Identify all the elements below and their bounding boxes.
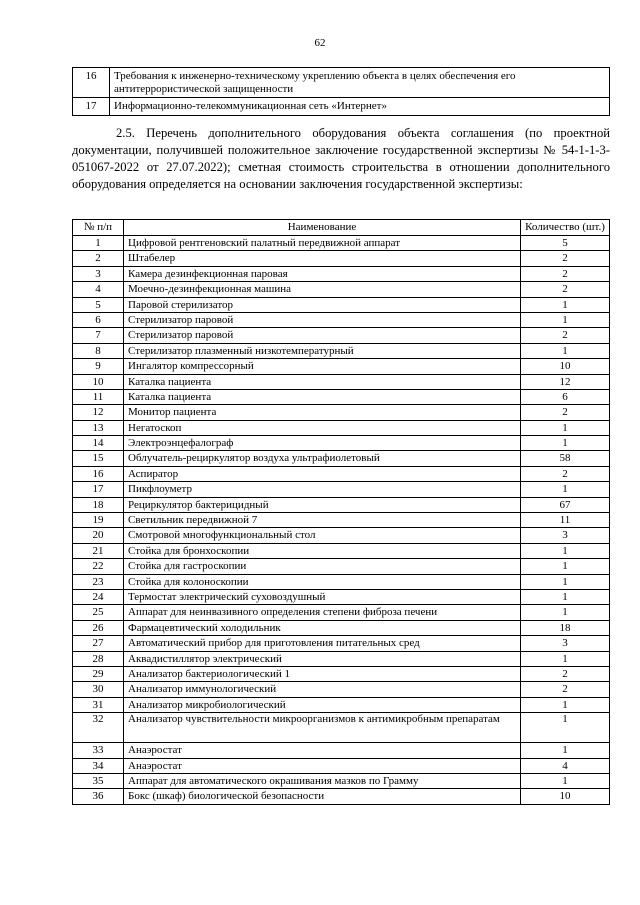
row-name: Аппарат для неинвазивного определения степени фиброза печени <box>124 605 521 620</box>
table-row <box>73 497 610 512</box>
table-row <box>73 405 610 420</box>
row-name: Каталка пациента <box>124 374 521 389</box>
table-row <box>73 328 610 343</box>
row-name: Аквадистиллятор электрический <box>124 651 521 666</box>
row-number: 14 <box>73 436 124 451</box>
row-number: 31 <box>73 697 124 712</box>
row-number: 8 <box>73 343 124 358</box>
row-number: 2 <box>73 251 124 266</box>
table-row <box>73 543 610 558</box>
table-row <box>73 605 610 620</box>
row-quantity: 2 <box>521 466 610 481</box>
header-num: № п/п <box>73 220 124 236</box>
row-quantity: 10 <box>521 789 610 804</box>
row-quantity: 1 <box>521 559 610 574</box>
row-name: Штабелер <box>124 251 521 266</box>
row-quantity: 2 <box>521 666 610 681</box>
row-number: 28 <box>73 651 124 666</box>
row-name: Электроэнцефалограф <box>124 436 521 451</box>
table-row <box>73 697 610 712</box>
row-quantity: 2 <box>521 251 610 266</box>
row-name: Стерилизатор плазменный низкотемпературный <box>124 343 521 358</box>
row-quantity: 1 <box>521 482 610 497</box>
row-number: 27 <box>73 636 124 651</box>
row-number: 21 <box>73 543 124 558</box>
row-number: 26 <box>73 620 124 635</box>
row-number: 22 <box>73 559 124 574</box>
row-number: 19 <box>73 513 124 528</box>
row-number: 20 <box>73 528 124 543</box>
row-name: Анализатор иммунологический <box>124 682 521 697</box>
row-quantity: 67 <box>521 497 610 512</box>
table-row <box>73 343 610 358</box>
row-name: Стойка для колоноскопии <box>124 574 521 589</box>
row-quantity: 18 <box>521 620 610 635</box>
row-number: 3 <box>73 266 124 281</box>
table-row <box>73 513 610 528</box>
table-row <box>73 574 610 589</box>
row-number: 23 <box>73 574 124 589</box>
row-quantity: 1 <box>521 543 610 558</box>
table-row <box>73 713 610 743</box>
row-quantity: 1 <box>521 589 610 604</box>
row-name: Облучатель-рециркулятор воздуха ультрафиолетовый <box>124 451 521 466</box>
row-name: Бокс (шкаф) биологической безопасности <box>124 789 521 804</box>
table-row <box>73 436 610 451</box>
row-number: 4 <box>73 282 124 297</box>
table-row <box>73 651 610 666</box>
row-quantity: 2 <box>521 328 610 343</box>
header-qty: Количество (шт.) <box>521 220 610 236</box>
table-row <box>73 251 610 266</box>
table-row <box>73 758 610 773</box>
row-quantity: 1 <box>521 297 610 312</box>
row-text: Информационно-телекоммуникационная сеть «Интернет» <box>110 98 610 116</box>
row-name: Фармацевтический холодильник <box>124 620 521 635</box>
row-number: 25 <box>73 605 124 620</box>
row-quantity: 1 <box>521 605 610 620</box>
row-name: Светильник передвижной 7 <box>124 513 521 528</box>
row-name: Смотровой многофункциональный стол <box>124 528 521 543</box>
table-row <box>73 789 610 804</box>
row-quantity: 1 <box>521 743 610 758</box>
row-name: Автоматический прибор для приготовления питательных сред <box>124 636 521 651</box>
row-number: 5 <box>73 297 124 312</box>
row-name: Стойка для бронхоскопии <box>124 543 521 558</box>
row-name: Термостат электрический суховоздушный <box>124 589 521 604</box>
table-row <box>73 451 610 466</box>
row-quantity: 1 <box>521 574 610 589</box>
row-quantity: 1 <box>521 697 610 712</box>
row-name: Стерилизатор паровой <box>124 328 521 343</box>
row-number: 30 <box>73 682 124 697</box>
row-number: 36 <box>73 789 124 804</box>
page-number: 62 <box>314 37 326 49</box>
row-name: Аппарат для автоматического окрашивания мазков по Грамму <box>124 773 521 788</box>
paragraph-text: 2.5. Перечень дополнительного оборудования объекта соглашения (по проектной документации, получившей положительное заключение государственной экспертизы № 54-1-1-3-051067-2022 от 27.07.2022); сметная стоимость строительства в отношении дополнительного оборудования определяется на основании заключения государственной экспертизы: <box>72 126 610 191</box>
row-name: Анализатор микробиологический <box>124 697 521 712</box>
row-number: 34 <box>73 758 124 773</box>
row-name: Анаэростат <box>124 743 521 758</box>
row-name: Стерилизатор паровой <box>124 312 521 327</box>
row-quantity: 12 <box>521 374 610 389</box>
row-number: 29 <box>73 666 124 681</box>
row-quantity: 6 <box>521 389 610 404</box>
section-paragraph <box>72 125 610 193</box>
row-number: 13 <box>73 420 124 435</box>
table-row <box>73 528 610 543</box>
row-quantity: 1 <box>521 713 610 743</box>
row-number: 35 <box>73 773 124 788</box>
row-name: Каталка пациента <box>124 389 521 404</box>
row-number: 33 <box>73 743 124 758</box>
row-number: 17 <box>73 482 124 497</box>
table-row <box>73 98 610 116</box>
table-row <box>73 374 610 389</box>
row-number: 7 <box>73 328 124 343</box>
row-quantity: 58 <box>521 451 610 466</box>
row-name: Анаэростат <box>124 758 521 773</box>
row-text: Требования к инженерно-техническому укреплению объекта в целях обеспечения его антитеррористической защищенности <box>110 68 610 98</box>
row-number: 16 <box>73 68 110 98</box>
table-row <box>73 773 610 788</box>
row-name: Монитор пациента <box>124 405 521 420</box>
header-name: Наименование <box>124 220 521 236</box>
row-name: Моечно-дезинфекционная машина <box>124 282 521 297</box>
row-number: 1 <box>73 236 124 251</box>
row-name: Аспиратор <box>124 466 521 481</box>
table-row <box>73 682 610 697</box>
continued-table <box>72 67 610 116</box>
table-row <box>73 359 610 374</box>
table-row <box>73 482 610 497</box>
row-quantity: 3 <box>521 636 610 651</box>
row-quantity: 11 <box>521 513 610 528</box>
row-name: Рециркулятор бактерицидный <box>124 497 521 512</box>
table-row <box>73 297 610 312</box>
row-quantity: 1 <box>521 312 610 327</box>
equipment-table <box>72 219 610 805</box>
row-quantity: 1 <box>521 343 610 358</box>
row-quantity: 4 <box>521 758 610 773</box>
table-row <box>73 282 610 297</box>
row-quantity: 2 <box>521 266 610 281</box>
row-quantity: 1 <box>521 436 610 451</box>
row-number: 11 <box>73 389 124 404</box>
row-quantity: 2 <box>521 682 610 697</box>
row-number: 32 <box>73 713 124 743</box>
row-number: 16 <box>73 466 124 481</box>
row-number: 18 <box>73 497 124 512</box>
table-row <box>73 636 610 651</box>
row-name: Анализатор бактериологический 1 <box>124 666 521 681</box>
table-row <box>73 420 610 435</box>
row-name: Анализатор чувствительности микроорганизмов к антимикробным препаратам <box>124 713 521 743</box>
row-quantity: 1 <box>521 420 610 435</box>
row-quantity: 2 <box>521 282 610 297</box>
table-row <box>73 466 610 481</box>
row-name: Негатоскоп <box>124 420 521 435</box>
row-name: Пикфлоуметр <box>124 482 521 497</box>
row-number: 6 <box>73 312 124 327</box>
row-number: 24 <box>73 589 124 604</box>
table-row <box>73 666 610 681</box>
row-quantity: 3 <box>521 528 610 543</box>
row-name: Паровой стерилизатор <box>124 297 521 312</box>
table-row <box>73 389 610 404</box>
row-name: Камера дезинфекционная паровая <box>124 266 521 281</box>
table-row <box>73 312 610 327</box>
row-number: 15 <box>73 451 124 466</box>
table-row <box>73 620 610 635</box>
row-quantity: 5 <box>521 236 610 251</box>
table-row <box>73 589 610 604</box>
row-number: 9 <box>73 359 124 374</box>
row-number: 12 <box>73 405 124 420</box>
table-row <box>73 266 610 281</box>
table-row <box>73 743 610 758</box>
row-name: Цифровой рентгеновский палатный передвижной аппарат <box>124 236 521 251</box>
row-quantity: 10 <box>521 359 610 374</box>
row-number: 17 <box>73 98 110 116</box>
row-name: Ингалятор компрессорный <box>124 359 521 374</box>
table-row <box>73 559 610 574</box>
row-quantity: 1 <box>521 773 610 788</box>
table-row <box>73 68 610 98</box>
row-quantity: 2 <box>521 405 610 420</box>
table-row <box>73 236 610 251</box>
table-header-row <box>73 220 610 236</box>
row-name: Стойка для гастроскопии <box>124 559 521 574</box>
row-number: 10 <box>73 374 124 389</box>
row-quantity: 1 <box>521 651 610 666</box>
